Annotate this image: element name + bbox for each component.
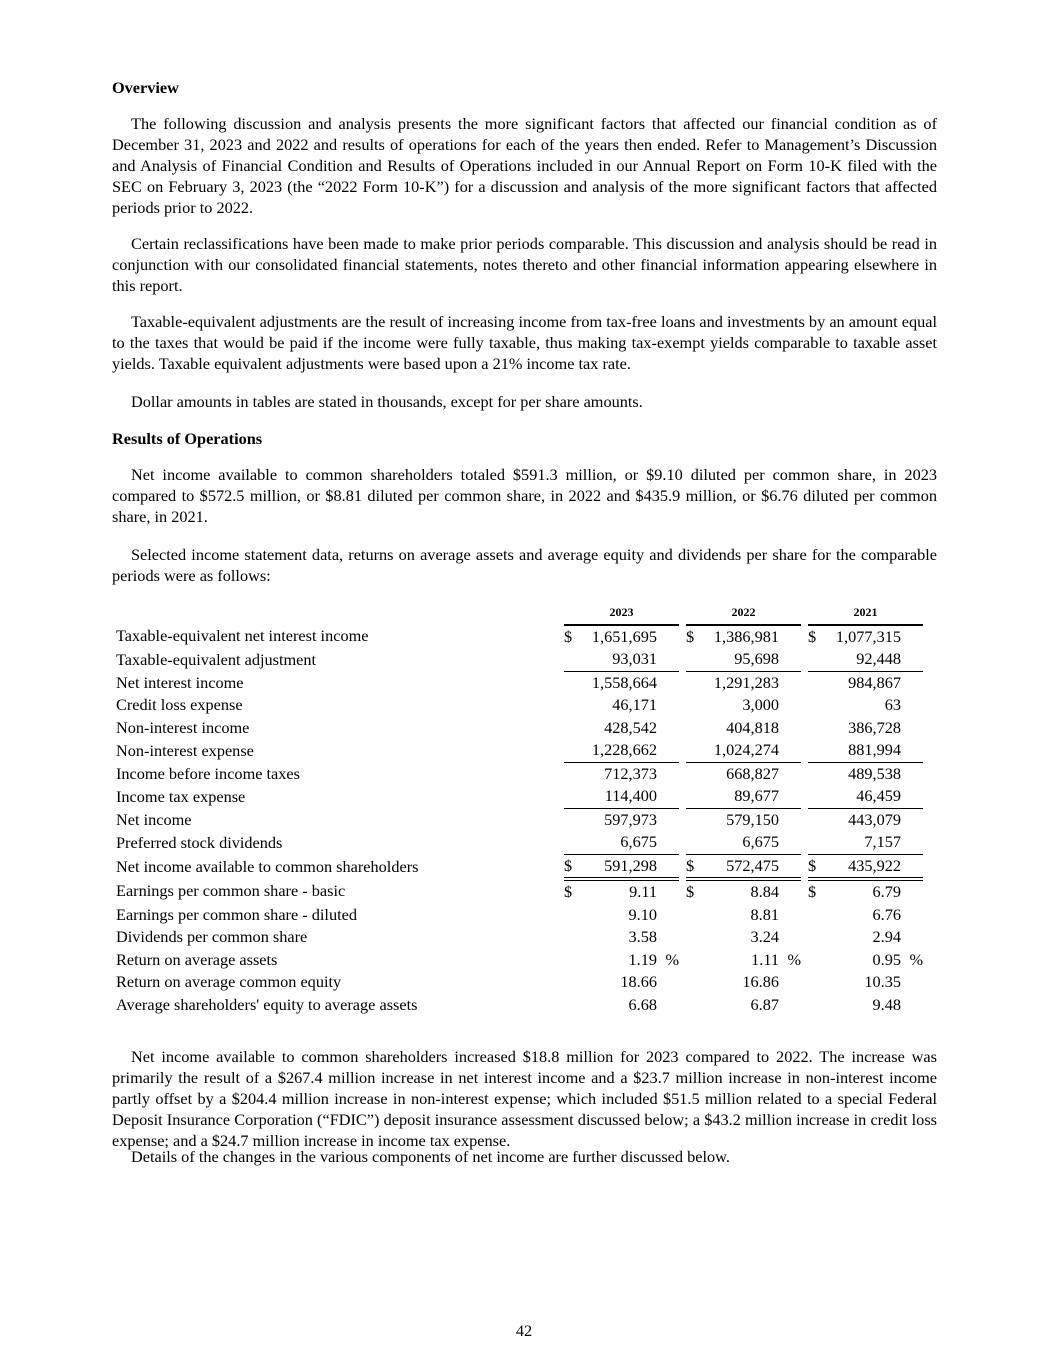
value-cell — [686, 648, 801, 671]
column-gap — [801, 971, 808, 994]
column-gap — [679, 854, 686, 879]
value-cell — [808, 879, 923, 904]
value: 489,538 — [848, 763, 901, 783]
percent-symbol: % — [665, 949, 679, 969]
table-row — [112, 831, 923, 854]
value: 9.48 — [872, 994, 901, 1014]
value-cell — [808, 717, 923, 740]
column-gap — [801, 854, 808, 879]
value-cell — [808, 926, 923, 949]
value: 6,675 — [620, 832, 657, 852]
value-cell — [808, 762, 923, 785]
value: 16.86 — [742, 972, 779, 992]
currency-symbol: $ — [808, 882, 817, 902]
value: 1,291,283 — [713, 672, 779, 692]
value-cell — [808, 949, 923, 972]
column-gap — [801, 831, 808, 854]
table-row — [112, 808, 923, 831]
table-row — [112, 926, 923, 949]
value-cell — [686, 671, 801, 694]
value-cell — [686, 808, 801, 831]
results-paragraph: Net income available to common shareholders totaled $591.3 million, or $9.10 diluted per common share, in 2023 compared to $572.5 million, or $8.81 diluted per common share, in 2022 and $435.9 million, or $6.76 diluted per common share, in 2021. — [112, 465, 937, 526]
value: 1,077,315 — [835, 626, 901, 646]
column-gap — [679, 625, 686, 649]
value: 89,677 — [734, 786, 779, 806]
value: 597,973 — [604, 809, 657, 829]
column-gap — [801, 926, 808, 949]
row-label: Preferred stock dividends — [116, 832, 283, 852]
row-label: Earnings per common share - basic — [116, 881, 346, 901]
percent-symbol: % — [787, 949, 801, 969]
table-row — [112, 739, 923, 762]
value-cell — [808, 904, 923, 927]
page-number: 42 — [515, 1321, 533, 1340]
value: 3.58 — [628, 927, 657, 947]
value-cell — [686, 904, 801, 927]
value-cell — [686, 949, 801, 972]
value-cell — [564, 994, 679, 1017]
value-cell — [808, 625, 923, 649]
value: 93,031 — [612, 649, 657, 669]
column-gap — [801, 739, 808, 762]
value: 92,448 — [856, 649, 901, 669]
results-paragraph: Details of the changes in the various components of net income are further discussed below. — [131, 1147, 730, 1166]
table-row — [112, 854, 923, 879]
value: 712,373 — [604, 763, 657, 783]
currency-symbol: $ — [686, 626, 695, 646]
column-gap — [679, 785, 686, 808]
value: 6.68 — [628, 994, 657, 1014]
row-label: Dividends per common share — [116, 927, 308, 947]
value-cell — [686, 785, 801, 808]
value: 881,994 — [848, 740, 901, 760]
value: 18.66 — [620, 972, 657, 992]
table-row — [112, 625, 923, 649]
value: 1,386,981 — [713, 626, 779, 646]
value: 9.10 — [628, 904, 657, 924]
value-cell — [564, 785, 679, 808]
value-cell — [808, 971, 923, 994]
row-label: Net interest income — [116, 672, 244, 692]
value: 9.11 — [629, 882, 657, 902]
column-header: 2022 — [686, 602, 801, 625]
column-gap — [679, 648, 686, 671]
value: 1,024,274 — [713, 740, 779, 760]
column-gap — [679, 971, 686, 994]
row-label: Credit loss expense — [116, 695, 243, 715]
column-gap — [801, 648, 808, 671]
overview-paragraph: Dollar amounts in tables are stated in thousands, except for per share amounts. — [131, 392, 643, 411]
value-cell — [808, 739, 923, 762]
value-cell — [686, 926, 801, 949]
value-cell — [808, 671, 923, 694]
column-gap — [679, 694, 686, 717]
value-cell — [564, 926, 679, 949]
currency-symbol: $ — [808, 626, 817, 646]
overview-heading: Overview — [112, 78, 179, 97]
value-cell — [564, 694, 679, 717]
value: 1,651,695 — [591, 626, 657, 646]
value: 6,675 — [742, 832, 779, 852]
column-gap — [679, 926, 686, 949]
currency-symbol: $ — [564, 626, 573, 646]
value: 0.95 — [872, 949, 901, 969]
column-gap — [801, 762, 808, 785]
value: 386,728 — [848, 717, 901, 737]
value-cell — [564, 971, 679, 994]
value-cell — [808, 854, 923, 879]
column-gap — [801, 949, 808, 972]
row-label: Return on average common equity — [116, 972, 342, 992]
column-gap — [801, 994, 808, 1017]
table-row — [112, 994, 923, 1017]
column-gap — [679, 879, 686, 904]
overview-paragraph: The following discussion and analysis presents the more significant factors that affected our financial condition as of December 31, 2023 and 2022 and results of operations for each of the years then ended. Refer to Management’s Discussion and Analysis of Financial Condition and Results of Operations included in our Annual Report on Form 10-K filed with the SEC on February 3, 2023 (the “2022 Form 10-K”) for a discussion and analysis of the more significant factors that affected periods prior to 2022. — [112, 114, 937, 217]
value: 428,542 — [604, 717, 657, 737]
value-cell — [686, 879, 801, 904]
value-cell — [564, 831, 679, 854]
value: 3,000 — [742, 695, 779, 715]
value: 443,079 — [848, 809, 901, 829]
value: 3.24 — [750, 927, 779, 947]
value-cell — [686, 717, 801, 740]
value: 1.19 — [628, 949, 657, 969]
value-cell — [564, 949, 679, 972]
value: 1.11 — [751, 949, 779, 969]
value-cell — [686, 625, 801, 649]
value-cell — [808, 994, 923, 1017]
row-label: Non-interest expense — [116, 740, 254, 760]
table-row — [112, 971, 923, 994]
value: 63 — [884, 695, 901, 715]
value-cell — [808, 808, 923, 831]
table-row — [112, 879, 923, 904]
value: 579,150 — [726, 809, 779, 829]
column-gap — [679, 904, 686, 927]
overview-paragraph: Taxable-equivalent adjustments are the result of increasing income from tax-free loans and investments by an amount equal to the taxes that would be paid if the income were fully taxable, thus making tax-exempt yields comparable to taxable asset yields. Taxable equivalent adjustments were based upon a 21% income tax rate. — [112, 312, 937, 373]
value: 6.79 — [872, 882, 901, 902]
row-label: Net income — [116, 809, 192, 829]
table-row — [112, 671, 923, 694]
value-cell — [808, 648, 923, 671]
value-cell — [564, 879, 679, 904]
value: 10.35 — [864, 972, 901, 992]
column-gap — [801, 602, 808, 625]
value-cell — [686, 854, 801, 879]
currency-symbol: $ — [808, 855, 817, 875]
value-cell — [564, 762, 679, 785]
row-label: Earnings per common share - diluted — [116, 904, 357, 924]
column-gap — [679, 808, 686, 831]
value-cell — [564, 671, 679, 694]
value: 2.94 — [872, 927, 901, 947]
value-cell — [564, 808, 679, 831]
value: 7,157 — [864, 832, 901, 852]
value-cell — [564, 904, 679, 927]
column-header: 2021 — [808, 602, 923, 625]
column-gap — [801, 717, 808, 740]
value-cell — [564, 625, 679, 649]
value-cell — [686, 762, 801, 785]
column-gap — [801, 785, 808, 808]
value: 46,459 — [856, 786, 901, 806]
currency-symbol: $ — [686, 882, 695, 902]
row-label: Non-interest income — [116, 717, 250, 737]
value-cell — [564, 739, 679, 762]
value: 95,698 — [734, 649, 779, 669]
column-gap — [679, 717, 686, 740]
value-cell — [686, 739, 801, 762]
column-gap — [679, 739, 686, 762]
column-gap — [679, 602, 686, 625]
income-statement-table — [112, 602, 923, 1016]
column-gap — [679, 949, 686, 972]
row-label: Taxable-equivalent net interest income — [116, 626, 369, 646]
column-gap — [801, 879, 808, 904]
row-label: Income tax expense — [116, 786, 246, 806]
percent-symbol: % — [909, 949, 923, 969]
value-cell — [564, 854, 679, 879]
value: 1,228,662 — [591, 740, 657, 760]
value: 8.84 — [750, 882, 779, 902]
value: 6.87 — [750, 994, 779, 1014]
column-gap — [801, 808, 808, 831]
table-row — [112, 648, 923, 671]
value-cell — [808, 785, 923, 808]
value: 668,827 — [726, 763, 779, 783]
currency-symbol: $ — [564, 882, 573, 902]
value-cell — [686, 831, 801, 854]
results-paragraph: Selected income statement data, returns on average assets and average equity and dividends per share for the comparable periods were as follows: — [112, 545, 937, 585]
currency-symbol: $ — [686, 855, 695, 875]
value-cell — [564, 717, 679, 740]
value-cell — [808, 831, 923, 854]
value: 1,558,664 — [591, 672, 657, 692]
table-row — [112, 717, 923, 740]
value: 114,400 — [604, 786, 657, 806]
column-gap — [801, 625, 808, 649]
value: 572,475 — [726, 855, 779, 875]
value: 46,171 — [612, 695, 657, 715]
row-label: Return on average assets — [116, 949, 278, 969]
column-gap — [801, 904, 808, 927]
column-gap — [679, 994, 686, 1017]
value: 404,818 — [726, 717, 779, 737]
value-cell — [808, 694, 923, 717]
column-gap — [801, 694, 808, 717]
row-label: Income before income taxes — [116, 763, 300, 783]
currency-symbol: $ — [564, 855, 573, 875]
table-row — [112, 904, 923, 927]
value-cell — [686, 694, 801, 717]
column-header: 2023 — [564, 602, 679, 625]
value: 6.76 — [872, 904, 901, 924]
value-cell — [686, 994, 801, 1017]
table-row — [112, 949, 923, 972]
table-row — [112, 694, 923, 717]
table-row — [112, 762, 923, 785]
table-row — [112, 785, 923, 808]
column-gap — [679, 762, 686, 785]
value-cell — [686, 971, 801, 994]
column-gap — [801, 671, 808, 694]
value: 984,867 — [848, 672, 901, 692]
results-heading: Results of Operations — [112, 429, 263, 448]
row-label: Net income available to common shareholders — [116, 856, 419, 876]
results-paragraph: Net income available to common shareholders increased $18.8 million for 2023 compared to 2022. The increase was primarily the result of a $267.4 million increase in net interest income and a $23.7 million increase in non-interest income partly offset by a $204.4 million increase in non-interest expense; which included $51.5 million related to a special Federal Deposit Insurance Corporation (“FDIC”) deposit insurance assessment discussed below; a $43.2 million increase in credit loss expense; and a $24.7 million increase in income tax expense. — [112, 1047, 937, 1150]
overview-paragraph: Certain reclassifications have been made to make prior periods comparable. This discussion and analysis should be read in conjunction with our consolidated financial statements, notes thereto and other financial information appearing elsewhere in this report. — [112, 234, 937, 295]
value: 435,922 — [848, 855, 901, 875]
column-gap — [679, 671, 686, 694]
value-cell — [564, 648, 679, 671]
value: 591,298 — [604, 855, 657, 875]
value: 8.81 — [750, 904, 779, 924]
row-label: Taxable-equivalent adjustment — [116, 649, 317, 669]
column-gap — [679, 831, 686, 854]
row-label: Average shareholders' equity to average assets — [116, 994, 418, 1014]
